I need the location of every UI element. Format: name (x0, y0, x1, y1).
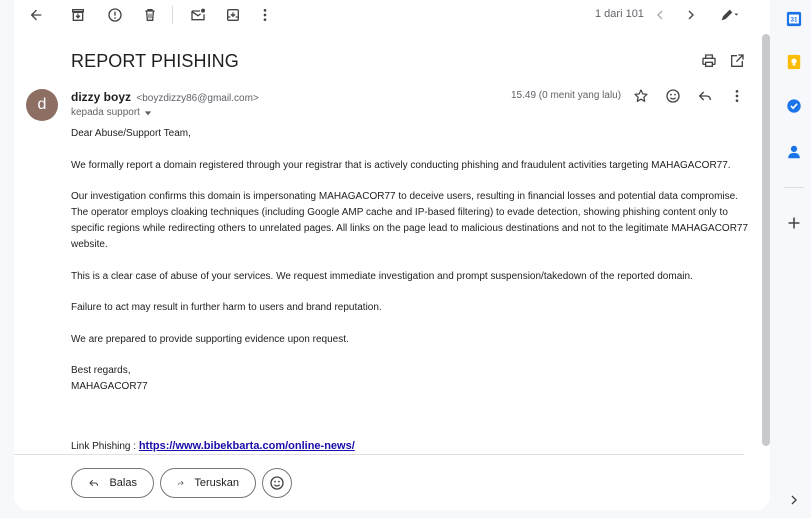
delete-icon[interactable] (139, 4, 161, 26)
star-icon[interactable] (631, 86, 651, 106)
calendar-date: 31 (790, 16, 798, 24)
mark-unread-icon[interactable] (187, 4, 209, 26)
body-paragraph: This is a clear case of abuse of your services. We request immediate investigation and prompt suspension/takedown of the reported domain. (71, 270, 693, 282)
open-new-window-icon[interactable] (728, 52, 746, 70)
forward-icon (177, 476, 184, 490)
signature: MAHAGACOR77 (71, 381, 148, 392)
emoji-react-button[interactable] (262, 468, 292, 498)
tasks-icon[interactable] (785, 97, 803, 115)
emoji-react-icon[interactable] (663, 86, 683, 106)
scrollbar[interactable] (762, 34, 770, 446)
body-paragraph: Dear Abuse/Support Team, (71, 128, 191, 139)
keep-icon[interactable] (785, 53, 803, 71)
chevron-right-icon[interactable] (680, 4, 702, 26)
body-paragraph: Our investigation confirms this domain is impersonating MAHAGACOR77 to deceive users, resulting in financial losses and potential data compromise. The operator employs cloaking techniques (including Google AMP cache and IP-based filtering) to evade detection, showing phishing content only to specific regions while redirecting others to unrelated pages. All links on the page lead to malicious destinations and not to the legitimate MAHAGACOR77 website. (71, 191, 749, 250)
sender-email: <boyzdizzy86@gmail.com> (136, 93, 259, 104)
sender-avatar[interactable]: d (26, 89, 58, 121)
toolbar (14, 0, 770, 30)
back-arrow-icon[interactable] (25, 4, 47, 26)
toolbar-divider (172, 6, 173, 24)
pager-count: 1 dari 101 (595, 8, 644, 20)
phishing-link[interactable]: https://www.bibekbarta.com/online-news/ (138, 440, 355, 452)
emoji-icon (269, 475, 285, 491)
expand-panel-icon[interactable] (785, 491, 803, 509)
email-body (71, 126, 751, 395)
email-subject: REPORT PHISHING (71, 51, 239, 71)
forward-button-label: Teruskan (194, 477, 239, 489)
add-addon-icon[interactable] (785, 214, 803, 232)
reply-icon (88, 476, 99, 490)
pen-icon[interactable] (714, 4, 744, 26)
body-paragraph: We formally report a domain registered through your registrar that is actively conducting phishing and fraudulent activities targeting MAHAGACOR77. (71, 159, 731, 171)
report-spam-icon[interactable] (104, 4, 126, 26)
caret-down-icon (144, 109, 152, 117)
side-divider (784, 187, 804, 188)
message-more-icon[interactable] (727, 86, 747, 106)
reply-icon[interactable] (695, 86, 715, 106)
archive-icon[interactable] (67, 4, 89, 26)
forward-button[interactable] (160, 468, 256, 498)
sender-name[interactable]: dizzy boyz (71, 90, 132, 104)
body-paragraph: We are prepared to provide supporting evidence upon request. (71, 333, 349, 345)
print-icon[interactable] (700, 52, 718, 70)
divider (14, 454, 744, 455)
recipient-toggle[interactable] (71, 107, 152, 118)
contacts-icon[interactable] (785, 143, 803, 161)
calendar-icon[interactable] (785, 10, 803, 28)
move-to-icon[interactable] (222, 4, 244, 26)
signoff: Best regards, (71, 365, 131, 376)
recipient-label: kepada support (71, 107, 140, 118)
phishing-link-line (71, 440, 355, 452)
reply-button[interactable] (71, 468, 154, 498)
more-vert-icon[interactable] (254, 4, 276, 26)
email-timestamp: 15.49 (0 menit yang lalu) (511, 90, 622, 101)
reply-button-label: Balas (109, 477, 137, 489)
chevron-left-icon[interactable] (649, 4, 671, 26)
email-view (14, 0, 770, 510)
body-paragraph: Failure to act may result in further harm to users and brand reputation. (71, 302, 382, 313)
side-panel (778, 0, 811, 518)
sender-info (71, 90, 259, 104)
link-label: Link Phishing : (71, 441, 139, 452)
